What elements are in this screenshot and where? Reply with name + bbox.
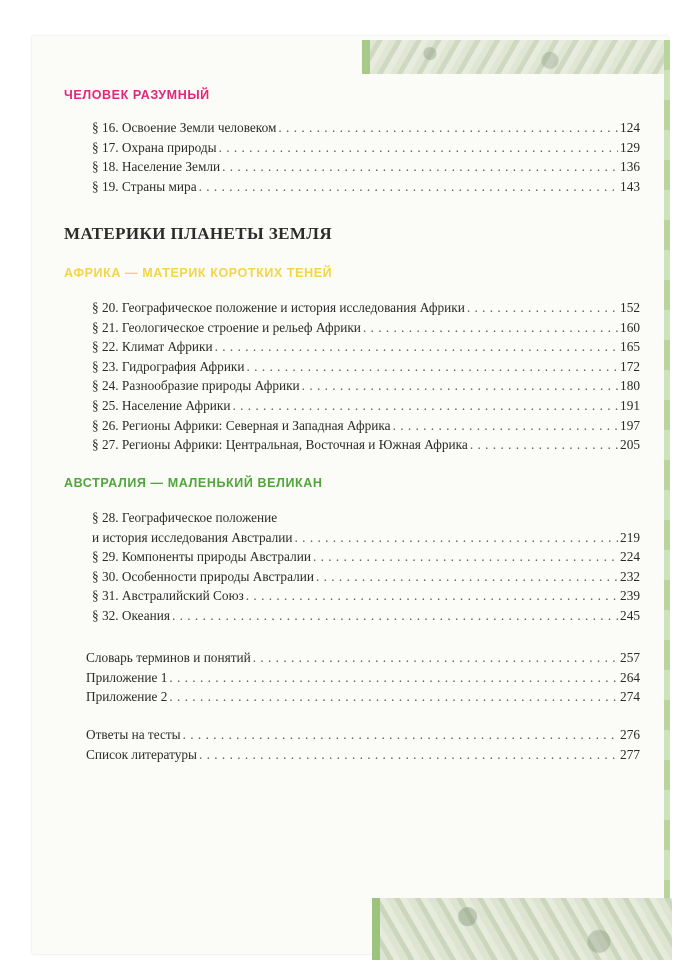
toc-entry[interactable]: § 18. Население Земли . . . 136 xyxy=(92,157,640,177)
toc-entry[interactable]: § 19. Страны мира . . . 143 xyxy=(92,177,640,197)
toc-entry[interactable]: Приложение 1 . . . 264 xyxy=(86,668,640,688)
toc-list-homo xyxy=(92,118,640,196)
toc-entry[interactable]: § 30. Особенности природы Австралии . . . 232 xyxy=(92,567,640,587)
toc-list-appendix xyxy=(86,648,640,707)
toc-list-australia xyxy=(92,508,640,626)
section-title-homo: ЧЕЛОВЕК РАЗУМНЫЙ xyxy=(64,88,210,102)
toc-entry-line1[interactable]: § 28. Географическое положение xyxy=(92,510,278,525)
toc-entry[interactable]: § 29. Компоненты природы Австралии . . . 224 xyxy=(92,547,640,567)
map-decoration-top xyxy=(362,40,670,74)
toc-entry[interactable]: § 24. Разнообразие природы Африки . . . 180 xyxy=(92,376,640,396)
toc-entry[interactable]: § 17. Охрана природы . . . 129 xyxy=(92,138,640,158)
toc-entry[interactable]: Приложение 2 . . . 274 xyxy=(86,687,640,707)
toc-entry[interactable]: § 27. Регионы Африки: Центральная, Восточная и Южная Африка . . . 205 xyxy=(92,435,640,455)
toc-list-africa xyxy=(92,298,640,455)
toc-entry[interactable]: § 21. Геологическое строение и рельеф Африки . . . 160 xyxy=(92,318,640,338)
toc-list-end xyxy=(86,725,640,764)
toc-entry[interactable]: § 32. Океания . . . 245 xyxy=(92,606,640,626)
section-title-africa: АФРИКА — МАТЕРИК КОРОТКИХ ТЕНЕЙ xyxy=(64,266,333,280)
part-title-continents: МАТЕРИКИ ПЛАНЕТЫ ЗЕМЛЯ xyxy=(64,224,333,243)
section-title-australia: АВСТРАЛИЯ — МАЛЕНЬКИЙ ВЕЛИКАН xyxy=(64,476,323,490)
toc-entry[interactable]: и история исследования Австралии . . . 219 xyxy=(92,528,640,548)
toc-entry[interactable]: § 25. Население Африки . . . 191 xyxy=(92,396,640,416)
toc-entry[interactable]: Ответы на тесты . . . 276 xyxy=(86,725,640,745)
toc-entry[interactable]: Список литературы . . . 277 xyxy=(86,745,640,765)
toc-entry[interactable]: § 22. Климат Африки . . . 165 xyxy=(92,337,640,357)
toc-entry[interactable]: § 16. Освоение Земли человеком . . . 124 xyxy=(92,118,640,138)
toc-entry[interactable]: § 26. Регионы Африки: Северная и Западная Африка . . . 197 xyxy=(92,416,640,436)
map-decoration-bottom xyxy=(372,898,672,960)
toc-entry[interactable]: Словарь терминов и понятий . . . 257 xyxy=(86,648,640,668)
toc-entry[interactable]: § 20. Географическое положение и история исследования Африки . . . 152 xyxy=(92,298,640,318)
toc-entry[interactable]: § 23. Гидрография Африки . . . 172 xyxy=(92,357,640,377)
green-edge-strip xyxy=(664,40,670,960)
toc-entry[interactable]: § 31. Австралийский Союз . . . 239 xyxy=(92,586,640,606)
